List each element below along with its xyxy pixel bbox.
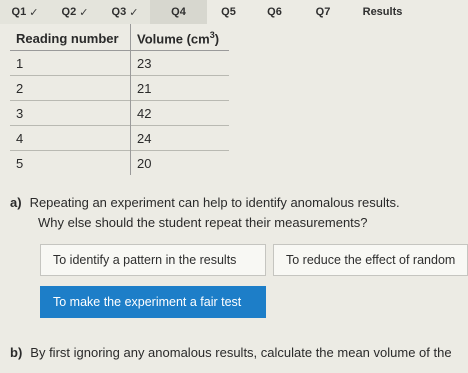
question-tabs	[0, 0, 468, 24]
tab-q4-label: Q4	[171, 6, 186, 18]
tab-q3[interactable]	[100, 0, 150, 24]
question-a-line2: Why else should the student repeat their measurements?	[38, 215, 368, 230]
tab-results-label: Results	[362, 6, 403, 18]
table-row	[10, 76, 229, 101]
tab-q1[interactable]	[0, 0, 50, 24]
header-volume-unit-power: 3	[209, 30, 215, 40]
volume-cell: 23	[131, 51, 230, 76]
table-row	[10, 51, 229, 76]
question-a-text: Repeating an experiment can help to identify anomalous results.	[29, 195, 400, 210]
question-b-line	[10, 345, 452, 360]
answer-option-pattern[interactable]	[40, 244, 266, 276]
tab-q7-label: Q7	[315, 6, 331, 18]
table-header-row	[10, 24, 229, 51]
question-b-label: b)	[10, 345, 23, 360]
header-reading-number: Reading number	[10, 24, 131, 51]
tab-q3-label: Q3	[111, 6, 127, 18]
tab-results[interactable]	[347, 0, 418, 24]
answer-option-text: To make the experiment a fair test	[53, 295, 242, 309]
answer-option-fair-test[interactable]	[40, 286, 266, 318]
volume-cell: 21	[131, 76, 230, 101]
table-row	[10, 101, 229, 126]
readings-table	[10, 24, 229, 175]
table-row	[10, 126, 229, 151]
answer-option-text: To reduce the effect of random	[286, 253, 456, 267]
volume-cell: 42	[131, 101, 230, 126]
reading-cell: 4	[10, 126, 131, 151]
header-volume	[131, 24, 230, 51]
answer-option-random[interactable]	[273, 244, 468, 276]
checkmark-icon: ✓	[129, 6, 139, 19]
question-a-line1	[10, 195, 400, 210]
volume-cell: 20	[131, 151, 230, 176]
tab-q2-label: Q2	[61, 6, 77, 18]
reading-cell: 1	[10, 51, 131, 76]
header-volume-close: )	[214, 31, 220, 47]
question-a-label: a)	[10, 195, 22, 210]
tab-q7[interactable]	[299, 0, 347, 24]
tab-q5[interactable]	[207, 0, 250, 24]
tab-q5-label: Q5	[221, 6, 236, 18]
tab-q4[interactable]	[150, 0, 207, 24]
reading-cell: 2	[10, 76, 131, 101]
tab-q6[interactable]	[250, 0, 299, 24]
tab-q6-label: Q6	[267, 6, 282, 18]
volume-cell: 24	[131, 126, 230, 151]
reading-cell: 3	[10, 101, 131, 126]
checkmark-icon: ✓	[29, 6, 39, 19]
tab-q1-label: Q1	[11, 6, 27, 18]
header-volume-text: Volume (cm	[137, 31, 210, 47]
tab-q2[interactable]	[50, 0, 100, 24]
answer-option-text: To identify a pattern in the results	[53, 253, 237, 267]
checkmark-icon: ✓	[79, 6, 89, 19]
table-row	[10, 151, 229, 176]
question-b-text: By first ignoring any anomalous results, calculate the mean volume of the	[30, 345, 452, 360]
reading-cell: 5	[10, 151, 131, 176]
